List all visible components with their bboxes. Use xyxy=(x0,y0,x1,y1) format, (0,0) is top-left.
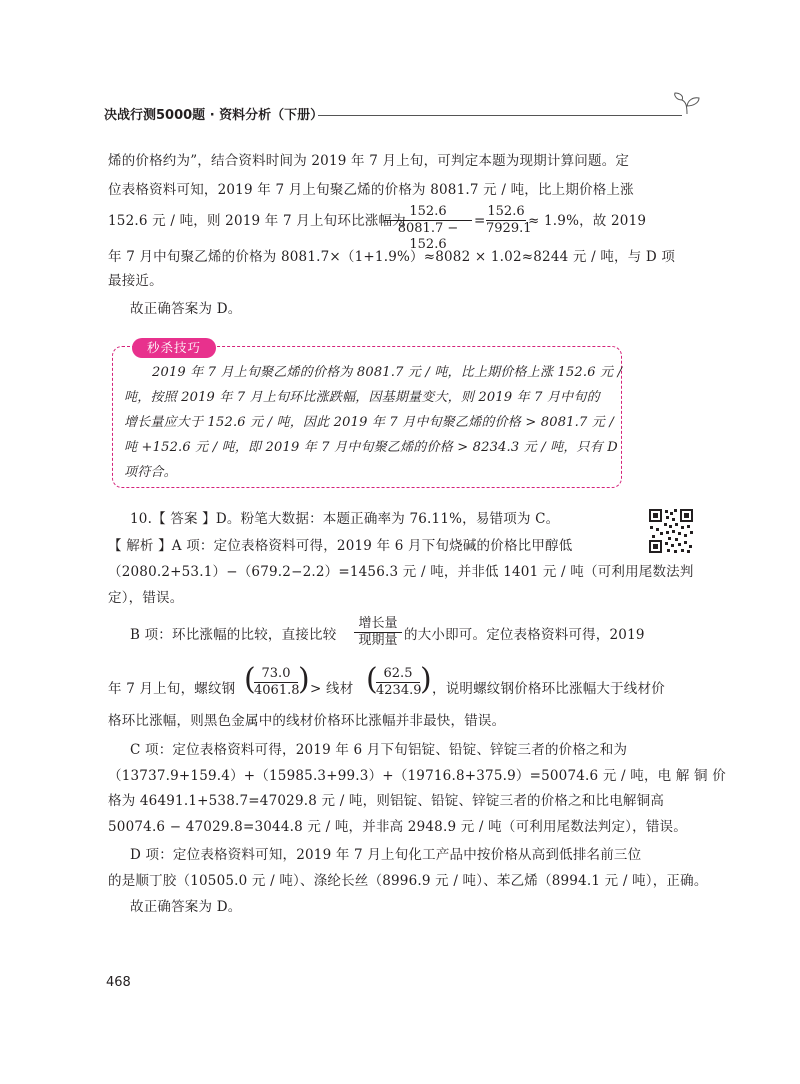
option-b-line-1a: B 项：环比涨幅的比较，直接比较 xyxy=(130,627,337,643)
fraction-denominator: 4061.8 xyxy=(254,683,300,698)
tip-line-1: 2019 年 7 月上旬聚乙烯的价格为 8081.7 元 / 吨，比上期价格上涨 152.6 元 / xyxy=(152,365,623,380)
option-b-line-1b: 的大小即可。定位表格资料可得，2019 xyxy=(404,627,645,643)
tip-line-2: 吨，按照 2019 年 7 月上旬环比涨跌幅，因基期量变大，则 2019 年 7 月中旬的 xyxy=(124,390,600,405)
tip-line-5: 项符合。 xyxy=(124,465,177,480)
left-paren: ( xyxy=(244,662,256,697)
fraction-rebar xyxy=(254,666,298,699)
fraction-numerator: 152.6 xyxy=(487,204,525,219)
answer-line: 故正确答案为 D。 xyxy=(130,301,242,317)
q10-answer: 10.【 答案 】D。粉笔大数据：本题正确率为 76.11%，易错项为 C。 xyxy=(130,511,560,527)
sprout-icon xyxy=(672,92,702,116)
option-c-line-3: 格为 46491.1+538.7=47029.8 元 / 吨，则铝锭、铅锭、锌锭三者的价格之和比电解铜高 xyxy=(108,793,665,809)
q10-analysis-line-3: 定），错误。 xyxy=(108,590,184,606)
body-line-4: 年 7 月中旬聚乙烯的价格为 8081.7×（1+1.9%）≈8082 × 1.02≈8244 元 / 吨，与 D 项 xyxy=(108,249,676,265)
header-rule xyxy=(318,115,682,116)
left-paren: ( xyxy=(366,662,378,697)
fraction-numerator: 73.0 xyxy=(261,666,291,681)
fraction-denominator: 8081.7 − 152.6 xyxy=(397,221,459,252)
option-c-line-1: C 项：定位表格资料可得，2019 年 6 月下旬铝锭、铅锭、锌锭三者的价格之和为 xyxy=(130,742,628,758)
tip-label: 秒杀技巧 xyxy=(132,338,216,358)
tip-line-3: 增长量应大于 152.6 元 / 吨，因此 2019 年 7 月中旬聚乙烯的价格 > 8081.7 元 / xyxy=(124,415,614,430)
fraction-wire-rod xyxy=(376,666,420,699)
fraction-numerator: 增长量 xyxy=(358,616,398,631)
option-c-line-2: （13737.9+159.4）+（15985.3+99.3）+（19716.8+375.9）=50074.6 元 / 吨，电 解 铜 价 xyxy=(108,768,726,784)
option-b-line-2a: 年 7 月上旬，螺纹钢 xyxy=(108,681,236,697)
equals-sign: = xyxy=(474,213,486,229)
fraction-growth-over-current xyxy=(354,616,402,649)
fraction-numerator: 152.6 xyxy=(409,204,447,219)
option-b-compare: > 线材 xyxy=(310,681,354,697)
fraction-denominator: 4234.9 xyxy=(376,683,422,698)
page-number: 468 xyxy=(106,975,131,990)
fraction-growth-rate xyxy=(384,204,472,253)
body-line-2: 位表格资料可知，2019 年 7 月上旬聚乙烯的价格为 8081.7 元 / 吨，比上期价格上涨 xyxy=(108,182,634,198)
right-paren: ) xyxy=(420,662,432,697)
fraction-denominator: 7929.1 xyxy=(486,221,532,236)
body-line-3b: ≈ 1.9%，故 2019 xyxy=(528,213,647,229)
option-b-line-2b: ，说明螺纹钢价格环比涨幅大于线材价 xyxy=(432,681,665,697)
fraction-numerator: 62.5 xyxy=(383,666,413,681)
option-c-line-4: 50074.6 − 47029.8=3044.8 元 / 吨，并非高 2948.9 元 / 吨（可利用尾数法判定），错误。 xyxy=(108,819,687,835)
qr-code xyxy=(648,508,694,554)
body-line-1: 烯的价格约为”，结合资料时间为 2019 年 7 月上旬，可判定本题为现期计算问题。定 xyxy=(108,153,630,169)
fraction-simplified xyxy=(486,204,532,237)
fraction-denominator: 现期量 xyxy=(358,633,398,648)
body-line-3a: 152.6 元 / 吨，则 2019 年 7 月上旬环比涨幅为 xyxy=(108,213,406,229)
q10-analysis-line-2: （2080.2+53.1）−（679.2−2.2）=1456.3 元 / 吨，并非低 1401 元 / 吨（可利用尾数法判 xyxy=(108,564,694,580)
q10-analysis-line-1: 【 解析 】A 项：定位表格资料可得，2019 年 6 月下旬烧碱的价格比甲醇低 xyxy=(108,538,573,554)
option-d-line-2: 的是顺丁胶（10505.0 元 / 吨）、涤纶长丝（8996.9 元 / 吨）、苯乙烯（8994.1 元 / 吨），正确。 xyxy=(108,873,708,889)
right-paren: ) xyxy=(298,662,310,697)
body-line-5: 最接近。 xyxy=(108,273,163,289)
option-b-line-3: 格环比涨幅，则黑色金属中的线材价格环比涨幅并非最快，错误。 xyxy=(108,713,506,729)
option-d-line-1: D 项：定位表格资料可知，2019 年 7 月上旬化工产品中按价格从高到低排名前三位 xyxy=(130,847,642,863)
running-header: 决战行测5000题 · 资料分析（下册） xyxy=(104,108,324,123)
tip-line-4: 吨 +152.6 元 / 吨，即 2019 年 7 月中旬聚乙烯的价格 > 8234.3 元 / 吨，只有 D xyxy=(124,440,618,455)
q10-final-answer: 故正确答案为 D。 xyxy=(130,899,242,915)
